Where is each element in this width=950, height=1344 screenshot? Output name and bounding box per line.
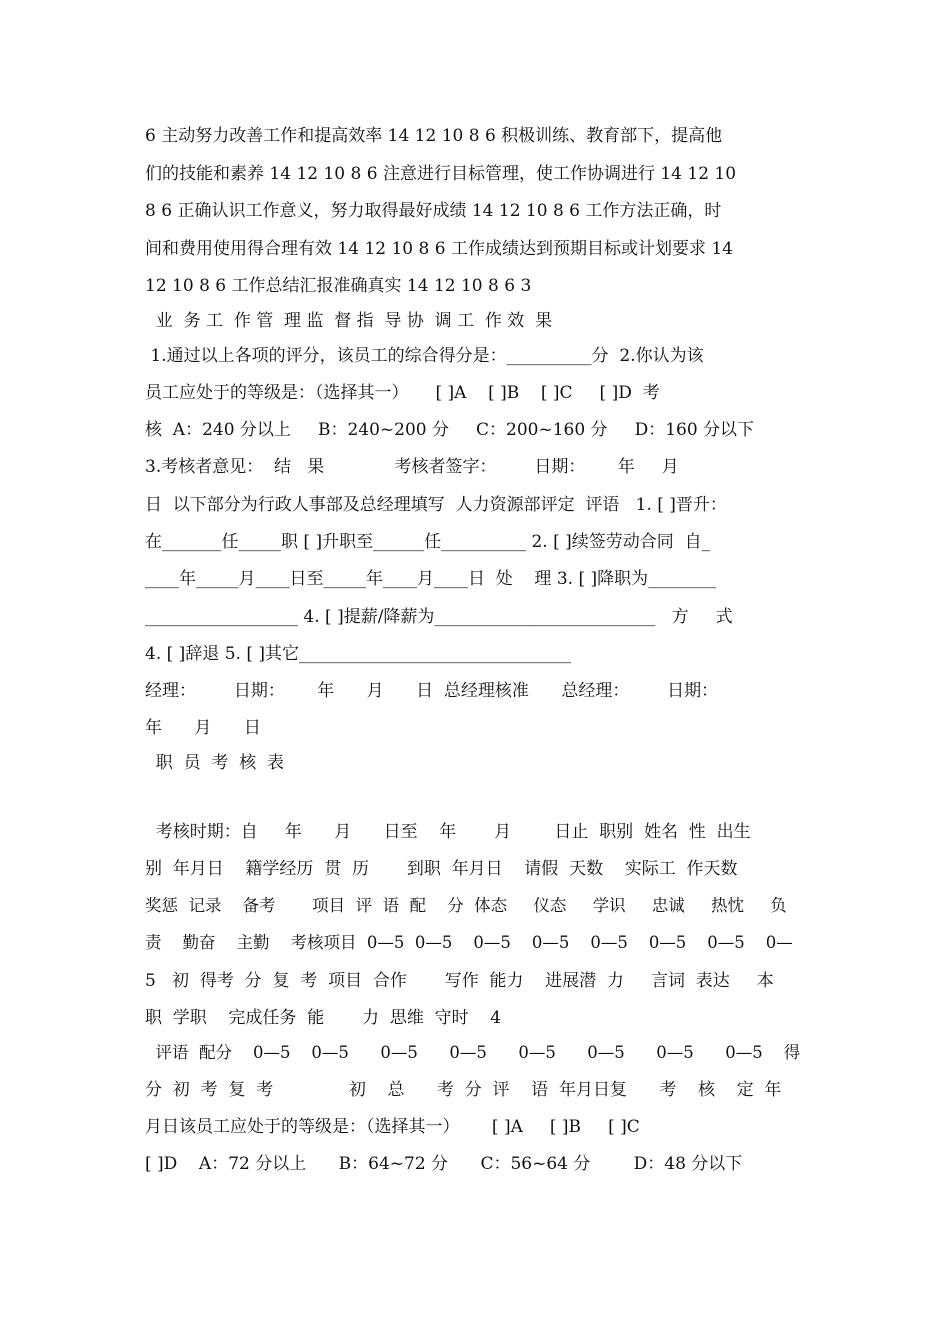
text-line: 经理： 日期： 年 月 日 总经理核准 总经理： 日期： <box>145 681 719 701</box>
text-line: 6 主动努力改善工作和提高效率 14 12 10 8 6 积极训练、教育部下，提高他 <box>145 126 723 146</box>
section-heading: 业 务 工 作 管 理 监 督 指 导 协 调 工 作 效 果 <box>145 311 553 331</box>
text-line: 4. [ ]辞退 5. [ ]其它________________________________ <box>145 644 571 664</box>
text-line: 日 以下部分为行政人事部及总经理填写 人力资源部评定 评语 1. [ ]晋升： <box>145 495 727 515</box>
text-line: 们的技能和素养 14 12 10 8 6 注意进行目标管理，使工作协调进行 14 12 10 <box>145 164 737 184</box>
text-line: 评语 配分 0—5 0—5 0—5 0—5 0—5 0—5 0—5 0—5 得 <box>145 1043 801 1062</box>
text-line: 5 初 得考 分 复 考 项目 合作 写作 能力 进展潜 力 言词 表达 本 <box>145 971 774 991</box>
text-line: 3.考核者意见： 结 果 考核者签字： 日期： 年 月 <box>145 457 679 477</box>
text-line: 分 初 考 复 考 初 总 考 分 评 语 年月日复 考 核 定 年 <box>145 1080 782 1100</box>
text-line: 间和费用使用得合理有效 14 12 10 8 6 工作成绩达到预期目标或计划要求 14 <box>145 239 733 259</box>
text-line: 8 6 正确认识工作意义，努力取得最好成绩 14 12 10 8 6 工作方法正确，时 <box>145 201 722 221</box>
text-line: 在_______任_____职 [ ]升职至______任__________ 2. [ ]续签劳动合同 自_ <box>145 532 711 552</box>
text-line: 员工应处于的等级是：（选择其一） [ ]A [ ]B [ ]C [ ]D 考 <box>145 383 660 403</box>
text-line: ____年_____月____日至_____年____月____日 处 理 3. [ ]降职为________ <box>145 569 717 589</box>
text-line: __________________ 4. [ ]提薪/降薪为__________________________ 方 式 <box>145 607 733 627</box>
form-title: 职 员 考 核 表 <box>145 753 285 773</box>
text-line: 月日该员工应处于的等级是：（选择其一） [ ]A [ ]B [ ]C <box>145 1117 640 1137</box>
text-line: 奖惩 记录 备考 项目 评 语 配 分 体态 仪态 学识 忠诚 热忱 负 <box>145 896 787 915</box>
text-line: 职 学职 完成任务 能 力 思维 守时 4 <box>145 1008 502 1028</box>
text-line: 考核时期：自 年 月 日至 年 月 日止 职别 姓名 性 出生 <box>145 822 751 842</box>
text-line: 1.通过以上各项的评分，该员工的综合得分是：__________分 2.你认为该 <box>145 346 704 366</box>
text-line: 别 年月日 籍学经历 贯 历 到职 年月日 请假 天数 实际工 作天数 <box>145 859 738 879</box>
text-line: 责 勤奋 主勤 考核项目 0—5 0—5 0—5 0—5 0—5 0—5 0—5 0— <box>145 933 793 952</box>
text-line: 年 月 日 <box>145 718 261 738</box>
text-line: 12 10 8 6 工作总结汇报准确真实 14 12 10 8 6 3 <box>145 276 532 296</box>
text-line: 核 A：240 分以上 B：240~200 分 C：200~160 分 D：160 分以下 <box>145 420 755 440</box>
text-line: [ ]D A：72 分以上 B：64~72 分 C：56~64 分 D：48 分以下 <box>145 1154 743 1174</box>
